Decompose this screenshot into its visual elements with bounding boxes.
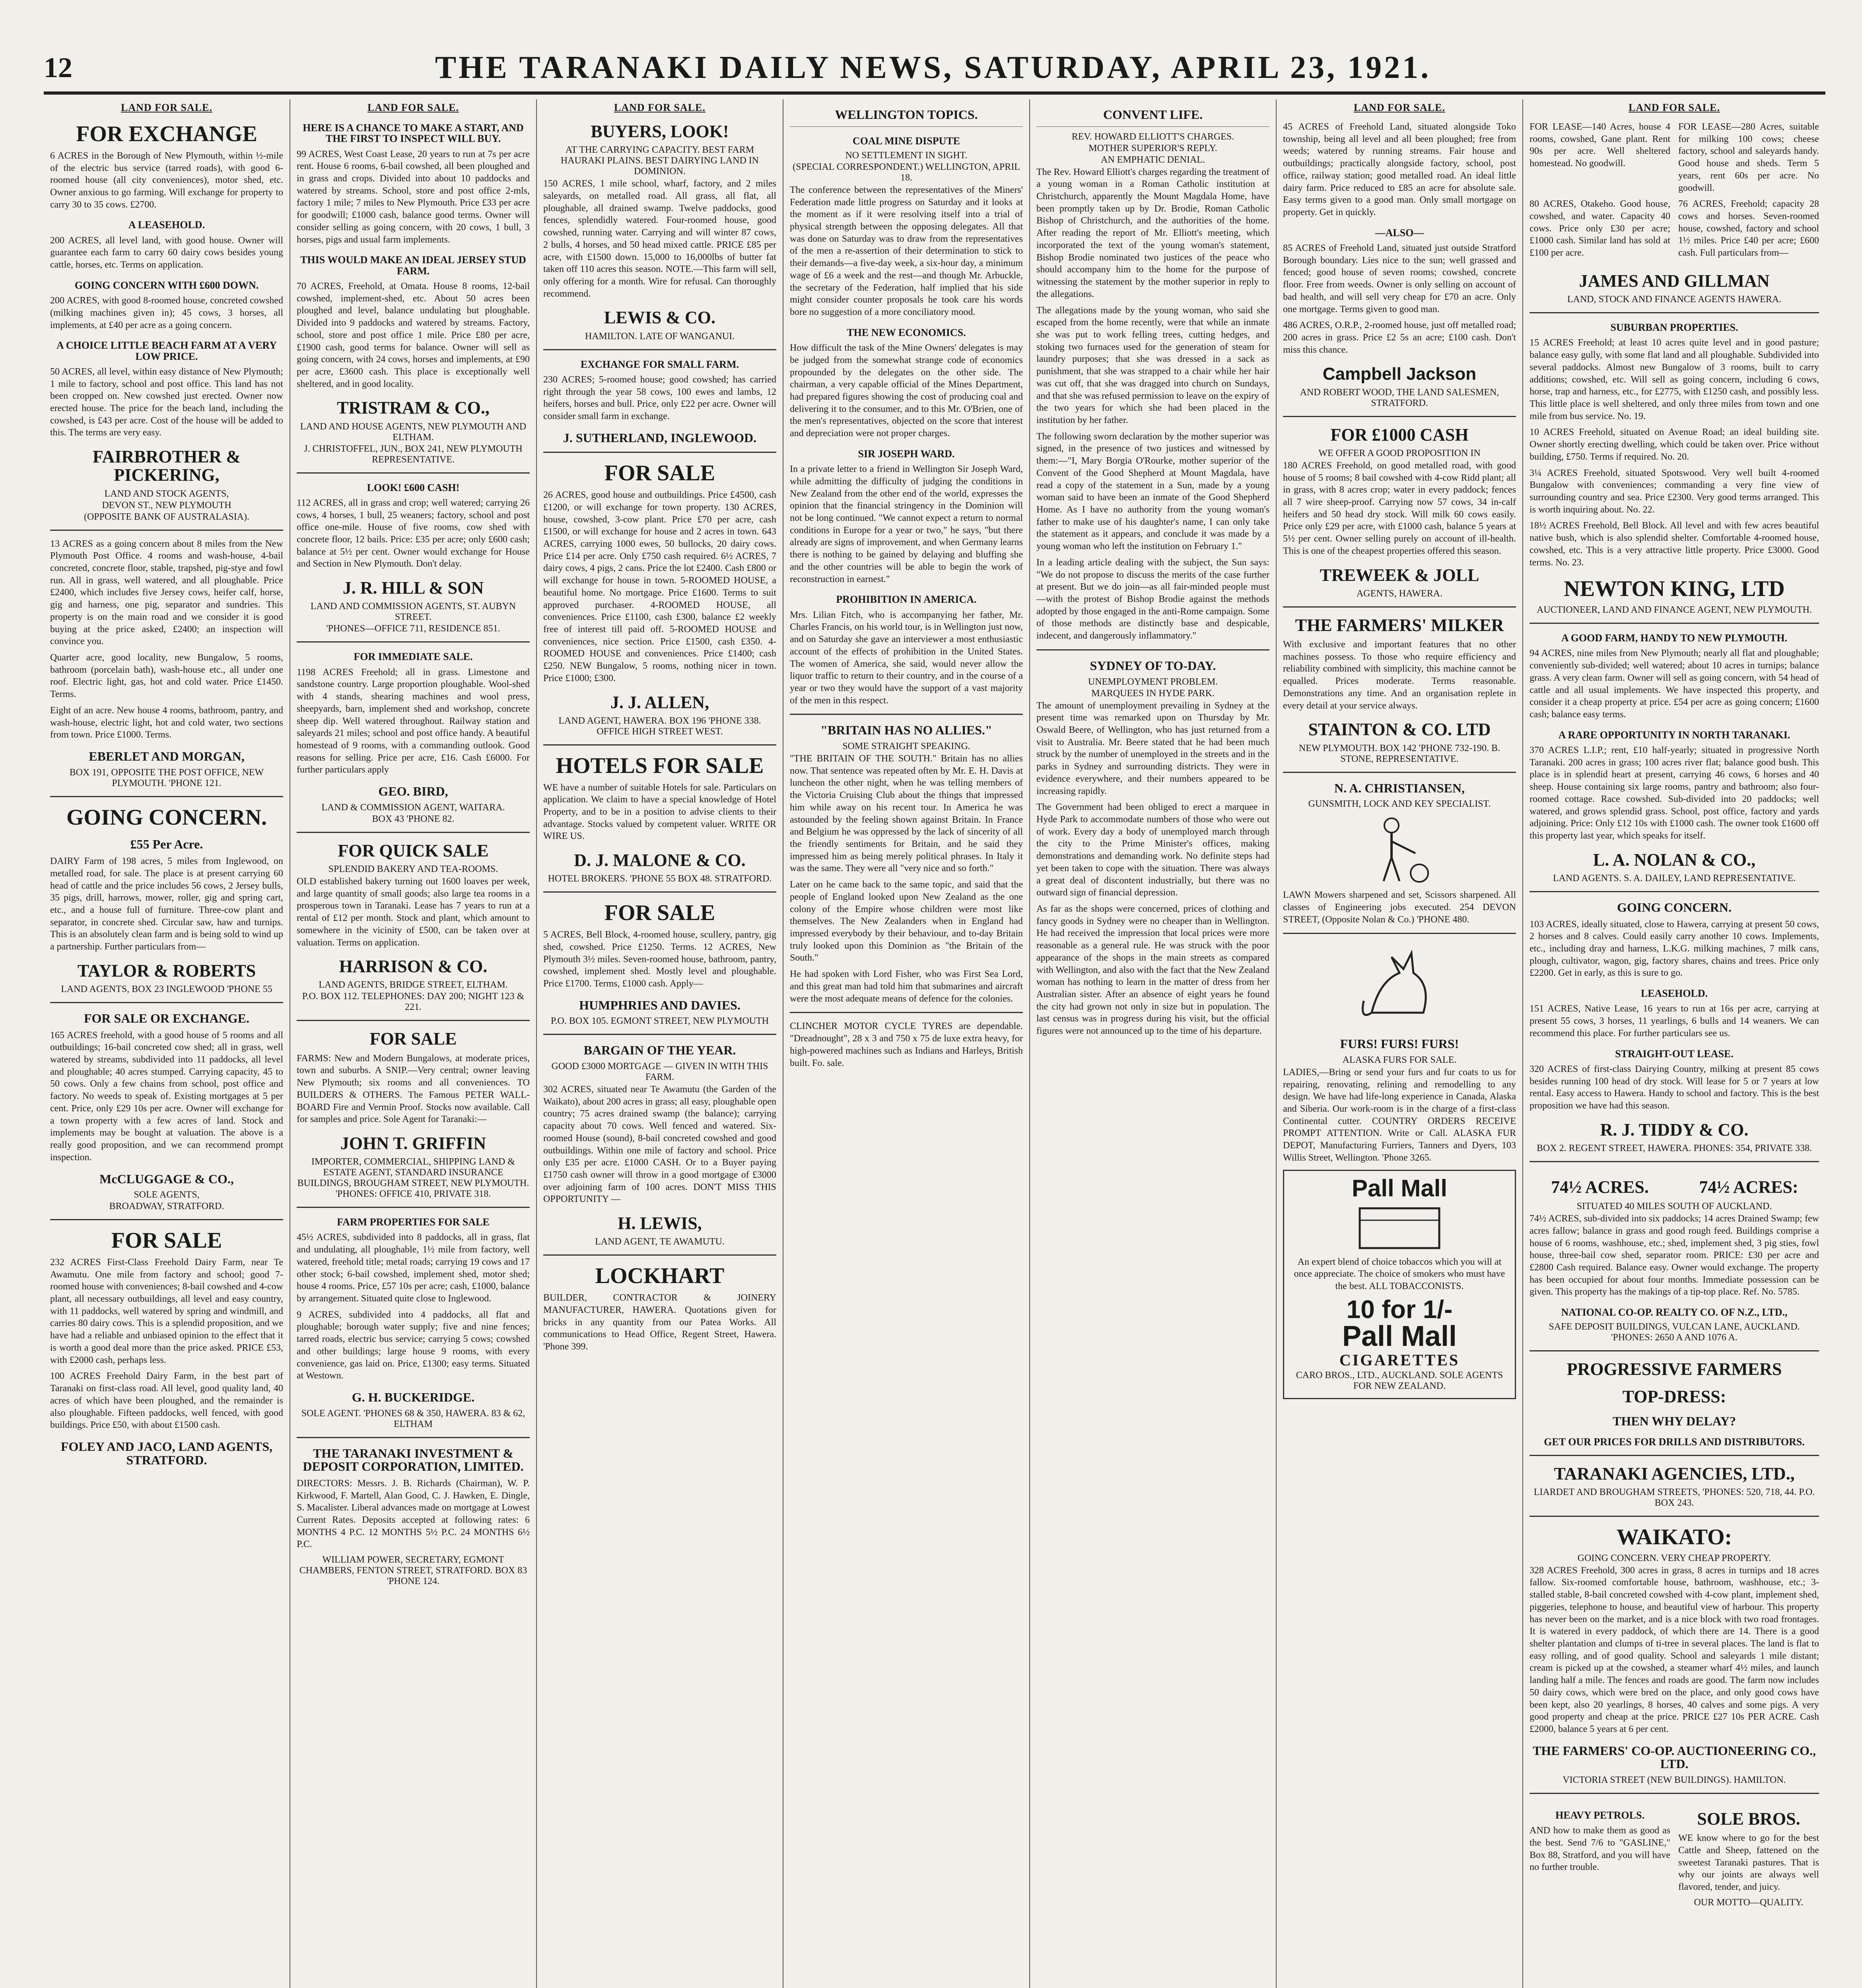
agent-detail: LAND & COMMISSION AGENT, WAITARA.	[321, 802, 505, 813]
agent-detail: NEW PLYMOUTH. BOX 142 'PHONE 732-190. B. STONE, REPRESENTATIVE.	[1298, 743, 1500, 764]
ad-text: FOR LEASE—280 Acres, suitable for milking 100 cows; cheese factory, school and saleyards handy. Good house and sheds. Term 5 years, rent 60s per acre. No goodwill.	[1678, 122, 1819, 193]
divider	[50, 796, 283, 797]
ad-text: Quarter acre, good locality, new Bungalow, 5 rooms, bathroom (porcelain bath), wash-house etc., all under one roof. Electric light, gas, hot and cold water. Price £1450. Terms.	[50, 652, 283, 700]
ad-text: 9 ACRES, subdivided into 4 paddocks, all flat and ploughable; borough water supply; five and nine fences; tarred roads, electric bus service; carrying 5 cows; cowshed and other buildings; large house 9 rooms, with every convenience, gas laid on. Price, £1300; easy terms. Situated at Westown.	[297, 1309, 530, 1381]
ad-text: DAIRY Farm of 198 acres, 5 miles from Inglewood, on metalled road, for sale. The place is at present carrying 60 head of cattle and the price includes 56 cows, 2 Jersey bulls, 35 pigs, drill, harrows, mower, roller, gig and spring cart, etc., and a house full of furniture. Three-cow plant and separator, in concrete shed. Circular saw, haw and turnips. This is an absolutely clean farm and is being sold to wind up a partnership. Further particulars from—	[50, 856, 283, 952]
ad-subheading: £55 Per Acre.	[130, 837, 203, 852]
cigarette-pack-icon	[1352, 1204, 1447, 1252]
agent-detail: BROADWAY, STRATFORD.	[109, 1201, 224, 1212]
ad-heading: TOP-DRESS:	[1622, 1386, 1726, 1406]
article-subheading: THE NEW ECONOMICS.	[847, 326, 966, 338]
ad-text: 150 ACRES, 1 mile school, wharf, factory, and 2 miles saleyards, on metalled road. All grass, all flat, all ploughable, all drained swamp. Twelve paddocks, good fences, splendidly watered. Four-roomed house, good cowshed, running water. Carrying and will winter 87 cows, 2 bulls, 4 horses, and 50 head mixed cattle. PRICE £85 per acre, with £1500 down. 15,000 to 16,000lbs of butter fat taken off 110 acres this season. NOTE.—This farm will sell, only offering for a month. Wire for refusal. Can thoroughly recommend.	[543, 179, 776, 299]
two-up	[1530, 198, 1819, 263]
two-up	[1530, 121, 1819, 198]
ad-heading: WAIKATO:	[1616, 1524, 1732, 1549]
ad-text: 103 ACRES, ideally situated, close to Hawera, carrying at present 50 cows, 2 horses and 8 calves. Could easily carry another 10 cows. Implements, etc., including dray and harness, L.K.G. milking machines, 7 milk cans, plough, cultivator, wagon, gig, factory shares, chains and trees. Price only £2200. Get in early, as this is sure to go.	[1530, 919, 1819, 978]
agent-name: TARANAKI AGENCIES, LTD.,	[1554, 1464, 1795, 1483]
divider	[1530, 312, 1819, 313]
ad-text: 45 ACRES of Freehold Land, situated alongside Toko township, being all level and all been ploughed; free from weeds; watered by running streams. Fair house and outbuildings; practically alongside factory, school, post office, railway station; good metalled road. An ideal little dairy farm. Price reduced to £85 an acre for absolute sale. Easy terms given to a good man. Only small mortgage on property. Get in quickly.	[1283, 122, 1516, 218]
agent-name: J. R. HILL & SON	[342, 578, 484, 598]
divider	[543, 891, 776, 893]
ad-text: 230 ACRES; 5-roomed house; good cowshed; has carried right through the year 58 cows, 100 ewes and lambs, 12 heifers, horses and bull. Price, only £22 per acre. Owner will consider small farm in exchange.	[543, 374, 776, 422]
article-subheading: AN EMPHATIC DENIAL.	[1101, 154, 1205, 165]
agent-detail: P.O. BOX 105. EGMONT STREET, NEW PLYMOUTH	[550, 1016, 769, 1027]
ad-text: AND how to make them as good as the best. Send 7/6 to "GASLINE," Box 88, Stratford, and you will have no further trouble.	[1530, 1825, 1670, 1873]
agent-detail: AUCTIONEER, LAND AND FINANCE AGENT, NEW PLYMOUTH.	[1536, 605, 1812, 615]
ad-text: 13 ACRES as a going concern about 8 miles from the New Plymouth Post Office. 4 rooms and wash-house, 4-bail concreted, concrete floor, stable, trapshed, pig-stye and fowl run. All in grass, well watered, and all ploughable. Price £2400, which includes five Jersey cows, heifer calf, horse, gig and harness, one pig, separator and sundries. This property is on the main road and we consider it is good buying at the price asked, £2400; an inspection will convince you.	[50, 538, 283, 647]
ad-subheading: GOING CONCERN WITH £600 DOWN.	[74, 279, 259, 291]
ad-text: 70 ACRES, Freehold, at Omata. House 8 rooms, 12-bail cowshed, implement-shed, etc. About 50 acres been ploughed and level, balance undulating but ploughable. Divided into 9 paddocks and watered by streams. Factory, school, store and post office 1 mile. Price £80 per acre, £1900 cash, good terms for balance. Owner will sell as going concern, with 24 cows, horses and implements, at £90 per acre, £3600 cash. This place is exceptionally well sheltered, and in good locality.	[297, 281, 530, 389]
ad-heading: FOR QUICK SALE	[338, 841, 489, 860]
ad-subheading: ALASKA FURS FOR SALE.	[1342, 1054, 1457, 1065]
column-3	[537, 99, 783, 1988]
ad-heading: THE FARMERS' MILKER	[1295, 615, 1504, 635]
agent-detail: LAND AGENTS. S. A. DAILEY, LAND REPRESENTATIVE.	[1553, 873, 1796, 883]
ad-subheading: THEN WHY DELAY?	[1613, 1413, 1736, 1428]
agent-name: R. J. TIDDY & CO.	[1600, 1120, 1749, 1140]
ad-text: DIRECTORS: Messrs. J. B. Richards (Chairman), W. P. Kirkwood, F. Martell, Alan Good, C. J. Hawken, E. Dingle, S. Macalister. Liberal advances made on mortgage at Lowest Current Rates. Deposits accepted at following rates: 6 MONTHS 4 P.C. 12 MONTHS 5½ P.C. 24 MONTHS 6½ P.C.	[297, 1478, 530, 1550]
ad-heading: EXCHANGE FOR SMALL FARM.	[580, 358, 739, 370]
brand-name: Pall Mall	[1351, 1175, 1448, 1202]
ad-text: 100 ACRES Freehold Dairy Farm, in the best part of Taranaki on first-class road. All level, good quality land, 40 acres of which have been ploughed, and the remainder is also ploughable. Fifteen paddocks, well fenced, with good buildings. Price £50, with about £1500 cash.	[50, 1371, 283, 1431]
agent-detail: GUNSMITH, LOCK AND KEY SPECIALIST.	[1308, 799, 1491, 810]
ad-text: 85 ACRES of Freehold Land, situated just outside Stratford Borough boundary. Lies nice to the sun; well grassed and fenced; good house of seven rooms; cowshed, concrete floor. Free from weeds. Owner is only selling on account of bad health, and will sell very cheap for £70 an acre. Only one mortgage. Terms given to good man.	[1283, 243, 1516, 315]
agent-name: TAYLOR & ROBERTS	[77, 961, 256, 980]
article-text: The conference between the representatives of the Miners' Federation made little progress on Saturday and it looks at the moment as if it were resolving itself into a trial of physical strength between the opposing delegates. All that was done on Saturday was to draw from the representatives of the men a re-assertion of their determination to stick to their demands—a five-day week, a six-hour day, a minimum wage of £6 a week and the rest—and though Mr. Arbuckle, the secretary of the Federation, half implied that his side might consider counter proposals he took care his words bore no suggestion of a more conciliatory mood.	[790, 184, 1023, 318]
column-4	[783, 99, 1030, 1988]
article-subheading: COAL MINE DISPUTE	[852, 135, 960, 147]
ad-heading: FOR SALE	[604, 901, 715, 926]
agent-name: G. H. BUCKERIDGE.	[352, 1390, 475, 1405]
divider	[1530, 891, 1819, 892]
divider	[297, 1437, 530, 1438]
column-6	[1277, 99, 1523, 1988]
agent-detail: 'PHONES—OFFICE 711, RESIDENCE 851.	[326, 623, 500, 634]
ad-heading: GOING CONCERN.	[1617, 900, 1732, 914]
article-subheading: NO SETTLEMENT IN SIGHT.	[845, 150, 968, 161]
divider	[1283, 772, 1516, 773]
agent-name: JAMES AND GILLMAN	[1579, 271, 1770, 291]
agent-name: L. A. NOLAN & CO.,	[1593, 850, 1756, 870]
ad-subheading: SITUATED 40 MILES SOUTH OF AUCKLAND.	[1576, 1201, 1772, 1212]
ad-text: 3¼ ACRES Freehold, situated Spotswood. Very well built 4-roomed Bungalow with conveniences; commanding a very fine view of surrounding country and sea. Price £2300. Very good terms arranged. This is worth inquiring about. No. 22.	[1530, 468, 1819, 515]
ad-subheading: GET OUR PRICES FOR DRILLS AND DISTRIBUTORS.	[1544, 1436, 1805, 1448]
ad-heading: FOR SALE	[369, 1029, 457, 1049]
article-text: How difficult the task of the Mine Owners' delegates is may be judged from the somewhat strange code of economics propounded by the delegates on the other side. The chairman, a very capable official of the Mines Department, had prepared figures showing the cost of producing coal and delivering it to the consumer, and to this Mr. O'Brien, one of the men's representatives, objected on the score that interest and depreciation were not proper charges.	[790, 343, 1023, 439]
agent-detail: LAND AGENT, HAWERA. BOX 196 'PHONE 338. OFFICE HIGH STREET WEST.	[558, 715, 761, 737]
ad-subheading: —ALSO—	[1375, 227, 1424, 239]
ad-heading: GOING CONCERN.	[66, 805, 267, 830]
divider	[1530, 623, 1819, 624]
agent-detail: LAND AGENT, TE AWAMUTU.	[595, 1237, 725, 1247]
agent-name: LEWIS & CO.	[604, 308, 715, 328]
article-text: The amount of unemployment prevailing in Sydney at the present time was remarked upon on Thursday by Mr. Oswald Beere, of Wellington, who has just returned from a visit to Australia. Mr. Beere stated that he had been much struck by the number of unemployed in the streets and in the parks in Sydney and surrounding districts. They were in evidence everywhere, and their numbers appeared to be increasing rapidly.	[1036, 700, 1269, 796]
ad-heading: 74½ ACRES.	[1551, 1177, 1649, 1197]
agent-detail: (OPPOSITE BANK OF AUSTRALASIA).	[84, 511, 250, 522]
ad-text: 112 ACRES, all in grass and crop; well watered; carrying 26 cows, 4 horses, 1 bull, 25 weaners; factory, school and post office one-mile. House of five rooms, cow shed with concrete floor, 12 bails. Price: £35 per acre; only £600 cash; balance at 5½ per cent. Owner would exchange for House and Section in New Plymouth. Don't delay.	[297, 497, 530, 569]
divider	[790, 126, 1023, 127]
agent-detail: P.O. BOX 112. TELEPHONES: DAY 200; NIGHT 123 & 221.	[302, 991, 525, 1013]
divider	[1530, 1793, 1819, 1794]
ad-subheading: GOOD £3000 MORTGAGE — GIVEN IN WITH THIS FARM.	[551, 1061, 768, 1082]
columns	[44, 99, 1825, 1988]
butcher-advert	[1678, 1801, 1819, 1909]
ad-heading: HEAVY PETROLS.	[1555, 1809, 1644, 1821]
ad-text: WE have a number of suitable Hotels for sale. Particulars on application. We claim to have a special knowledge of Hotel Property, and to be in a position to advise clients to their advantage. Stocks valued by competent valuer. WRITE OR WIRE US.	[543, 782, 776, 842]
agent-name: McCLUGGAGE & CO.,	[99, 1171, 234, 1186]
ad-text: 94 ACRES, nine miles from New Plymouth; nearly all flat and ploughable; conveniently sub-divided; well watered; about 10 acres in turnips; balance grass. A very clean farm. Owner will sell as going concern, with 54 head of cattle and all usual implements. We have inspected this property, and consider it a cheap property at price. £54 per acre as going concern; £1600 cash; balance easy terms.	[1530, 648, 1819, 720]
ad-heading: SUBURBAN PROPERTIES.	[1610, 322, 1738, 334]
agent-detail: LAND AGENTS, BOX 23 INGLEWOOD 'PHONE 55	[61, 984, 272, 994]
lawn-mower-man-icon	[1368, 813, 1431, 885]
article-subheading: PROHIBITION IN AMERICA.	[836, 594, 977, 606]
agent-detail: IMPORTER, COMMERCIAL, SHIPPING LAND & ESTATE AGENT, STANDARD INSURANCE BUILDINGS, BROUGHAM STREET, NEW PLYMOUTH. 'PHONES: OFFICE 410, PRIVATE 318.	[297, 1157, 529, 1200]
agent-name: GEO. BIRD,	[378, 784, 448, 799]
agent-detail: WILLIAM POWER, SECRETARY, EGMONT CHAMBERS, FENTON STREET, STRATFORD. BOX 83 'PHONE 124.	[299, 1555, 527, 1587]
ad-subheading: A CHOICE LITTLE BEACH FARM AT A VERY LOW PRICE.	[56, 340, 277, 362]
ad-subheading: A LEASEHOLD.	[128, 219, 205, 231]
page-number: 12	[44, 51, 72, 83]
ad-heading: FOR £1000 CASH	[1330, 425, 1469, 445]
ad-text: 26 ACRES, good house and outbuildings. Price £4500, cash £1200, or will exchange for town property. 130 ACRES, house, cowshed, 3-cow plant. Price £70 per acre, cash £1500, or will exchange for house and 2 acres in town. 643 ACRES, carrying 1000 ewes, 50 bullocks, 20 dairy cows. Price £14 per acre. Only £750 cash required. 6½ ACRES, 7 dairy cows, 4 pigs, 2 cans. Price the lot £2400. Cash £800 or will exchange for house in town. 5-ROOMED HOUSE, a beautiful home. No mortgage. Price £1600. Terms to suit approved purchaser. 4-ROOMED HOUSE, all conveniences. Price £1100, cash £300, balance £2 weekly free of interest till paid off. 5-ROOMED HOUSE and conveniences, nice section. Price £1500, cash £350. 4-ROOMED HOUSE and conveniences. Price £1400; cash £250. NEW Bungalow, 5 rooms, nothing nicer in town. Price £1000; £300.	[543, 490, 776, 683]
agent-name: JOHN T. GRIFFIN	[340, 1133, 486, 1153]
ad-text: 232 ACRES First-Class Freehold Dairy Farm, near Te Awamutu. One mile from factory and school; good 7-roomed house with conveniences; 8-bail cowshed and 4-cow plant, all necessary outbuildings, all level and easy country, with 11 paddocks, well watered by spring and windmill, and carries 80 dairy cows. This is a splendid proposition, and we have had a reliable and unbiased opinion to the effect that it is worth a good deal more than the price asked. PRICE £53, with £2000 cash, perhaps less.	[50, 1257, 283, 1365]
agent-detail: LAND AND STOCK AGENTS,	[104, 488, 229, 499]
ad-subheading: GOING CONCERN. VERY CHEAP PROPERTY.	[1577, 1553, 1771, 1563]
article-subheading: MARQUEES IN HYDE PARK.	[1091, 688, 1215, 699]
article-text: The Government had been obliged to erect a marquee in Hyde Park to accommodate numbers of those who were out of work. Every day a body of unemployed march through the city to the Prime Minister's offices, making demonstrations and demanding work. No definite steps had yet been taken to cope with the situation. There was always a great deal of discontent industrially, but there was no outward sign of financial depression.	[1036, 802, 1269, 898]
divider	[1283, 416, 1516, 417]
divider	[297, 641, 530, 643]
column-header: LAND FOR SALE.	[1629, 102, 1720, 113]
brand-name: Pall Mall	[1342, 1320, 1457, 1352]
agent-detail: J. CHRISTOFFEL, JUN., BOX 241, NEW PLYMOUTH REPRESENTATIVE.	[304, 443, 523, 465]
ad-text: 5 ACRES, Bell Block, 4-roomed house, scullery, pantry, gig shed, cowshed. Price £1250. Terms. 12 ACRES, New Plymouth 3½ miles. Seven-roomed house, bathroom, pantry, cowshed, implement shed. Mostly level and ploughable. Price £1700. Terms, £1000 cash. Apply—	[543, 930, 776, 989]
ad-heading: HERE IS A CHANCE TO MAKE A START, AND THE FIRST TO INSPECT WILL BUY.	[303, 122, 524, 145]
agent-detail: SAFE DEPOSIT BUILDINGS, VULCAN LANE, AUCKLAND. 'PHONES: 2650 A AND 1076 A.	[1549, 1322, 1800, 1343]
column-5	[1030, 99, 1277, 1988]
ad-subheading: LEASEHOLD.	[1640, 988, 1708, 1000]
divider	[1530, 1161, 1819, 1162]
ad-text: CLINCHER MOTOR CYCLE TYRES are dependable. "Dreadnought", 28 x 3 and 750 x 75 de luxe extra heavy, for high-powered machines such as Indians and Harleys, British built. Fo. sale.	[790, 1021, 1023, 1068]
article-heading: CONVENT LIFE.	[1103, 107, 1203, 122]
agent-detail: LAND AND HOUSE AGENTS, NEW PLYMOUTH AND ELTHAM.	[300, 421, 527, 443]
article-subheading: SIR JOSEPH WARD.	[858, 448, 955, 460]
column-1	[44, 99, 290, 1988]
column-7	[1523, 99, 1825, 1988]
agent-name: D. J. MALONE & CO.	[574, 850, 746, 870]
article-subheading: REV. HOWARD ELLIOTT'S CHARGES.	[1071, 131, 1234, 142]
article-subheading: UNEMPLOYMENT PROBLEM.	[1088, 676, 1218, 687]
agent-name: J. J. ALLEN,	[610, 692, 709, 712]
agent-detail: AND ROBERT WOOD, THE LAND SALESMEN, STRATFORD.	[1300, 387, 1499, 408]
ad-heading: PROGRESSIVE FARMERS	[1567, 1359, 1782, 1379]
agent-detail: LAND AND COMMISSION AGENTS, ST. AUBYN STREET.	[310, 601, 516, 623]
ad-text: 320 ACRES of first-class Dairying Country, milking at present 85 cows besides running 100 head of dry stock. Will lease for 5 or 7 years at low rental. Easy access to Hawera. Handy to school and factory. This is the best proposition we have had this season.	[1530, 1064, 1819, 1111]
agent-name: H. LEWIS,	[618, 1213, 702, 1233]
article-subheading: MOTHER SUPERIOR'S REPLY.	[1088, 143, 1217, 153]
ad-subheading: THIS WOULD MAKE AN IDEAL JERSEY STUD FARM.	[300, 254, 526, 277]
agent-name: J. SUTHERLAND, INGLEWOOD.	[563, 430, 757, 445]
ad-heading: FOR SALE OR EXCHANGE.	[84, 1011, 250, 1025]
ad-text: 165 ACRES freehold, with a good house of 5 rooms and all outbuildings; 16-bail concreted cow shed; all in grass, well watered by streams, subdivided into 11 paddocks, all level and ploughable; 40 acres stumped. Carrying capacity, 45 to 50 cows. Only a few chains from school, post office and factory. No weeds to speak of. Existing mortgages at 5 per cent. Price, only £29 10s per acre. Owner will exchange for a town property with a few acres of land. Stock and implements may be bought at valuation. The above is a really good proposition, and we can recommend prompt inspection.	[50, 1030, 283, 1163]
divider	[543, 1034, 776, 1035]
ad-heading: LOOK! £600 CASH!	[367, 481, 460, 493]
masthead	[44, 44, 1825, 95]
article-text: In a leading article dealing with the subject, the Sun says: "We do not propose to discuss the merits of the case further at present. But we do join—as all fair-minded people must—with the protest of Bishop Brodie against the methods adopted by those engaged in the anti-Rome campaign. Some of those methods are distinctly base and despicable, indecent, and dangerously inflammatory."	[1036, 557, 1269, 641]
column-header: LAND FOR SALE.	[121, 102, 212, 113]
agent-detail: LAND, STOCK AND FINANCE AGENTS HAWERA.	[1567, 294, 1782, 305]
ad-text: 1198 ACRES Freehold; all in grass. Limestone and sandstone country. Large proportion ploughable. Wool-shed with 4 stands, shearing machines and wool press, sheepyards, barn, implement shed and workshop, concrete sheep dip. Well watered throughout. Railway station and saleyards 21 miles; school and post office handy. A beautiful homestead of 9 rooms, with a commanding outlook. Good reasons for selling. Price per acre, £16. Cash £6000. For further particulars apply	[297, 667, 530, 775]
ad-subheading: OUR MOTTO—QUALITY.	[1694, 1897, 1804, 1908]
ad-text: 15 ACRES Freehold; at least 10 acres quite level and in good pasture; balance easy gully, with some flat land and all ploughable. Subdivided into several paddocks. Almost new Bungalow of 3 rooms, built to carry additions; cowshed, etc. Will sell as going concern, including 6 cows, horse, trap and harness, etc., for £2775, with £1250 cash, and possibly less. This little place is well sheltered, and only three miles from town and one mile from bus service. No. 19.	[1530, 338, 1819, 421]
article-heading: WELLINGTON TOPICS.	[835, 107, 978, 122]
agent-detail: DEVON ST., NEW PLYMOUTH	[102, 500, 231, 511]
ad-text: FOR LEASE—140 Acres, house 4 rooms, cowshed, Gane plant. Rent 90s per acre. Well sheltered homestead. No goodwill.	[1530, 122, 1670, 169]
ad-text: 80 ACRES, Otakeho. Good house, cowshed, and water. Capacity 40 cows. Price only £30 per acre; £1000 cash. Similar land has sold at £100 per acre.	[1530, 199, 1670, 258]
agent-detail: SOLE AGENT. 'PHONES 68 & 350, HAWERA. 83 & 62, ELTHAM	[301, 1408, 525, 1429]
ad-heading: LOCKHART	[595, 1264, 725, 1289]
article-text: In a private letter to a friend in Wellington Sir Joseph Ward, while admitting the difficulty of judging the conditions in New Zealand from the other end of the world, expresses the opinion that the financial stringency in the Dominion will not be long continued. "We cannot expect a return to normal conditions in Europe for a year or two," he says, "but there already are signs of improvement, and when Germany learns there is nothing to be gained by delaying and bluffing she and the other countries will be able to begin the work of reconstruction in earnest."	[790, 464, 1023, 584]
divider	[543, 1254, 776, 1256]
divider	[1530, 1516, 1819, 1517]
ad-text: An expert blend of choice tobaccos which you will at once appreciate. The choice of smokers who must have the best. ALL TOBACCONISTS.	[1294, 1256, 1505, 1292]
ad-text: 45½ ACRES, subdivided into 8 paddocks, all in grass, flat and undulating, all ploughable, 1½ mile from factory, well watered, freehold title; metal roads; carrying 19 cows and 17 other stock; 6-bail cowshed, implement shed, motor shed; house 4 rooms. Price, £57 10s per acre; cash, £1000, balance by arrangement. Situated quite close to Inglewood.	[297, 1232, 530, 1304]
agent-name: N. A. CHRISTIANSEN,	[1334, 780, 1465, 795]
ad-heading: FOR SALE	[111, 1228, 222, 1253]
divider	[790, 1012, 1023, 1013]
ad-text: 74½ ACRES, sub-divided into six paddocks; 14 acres Drained Swamp; few acres fallow; balance in grass and good rough feed. Buildings comprise a house of 6 rooms, washhouse, etc.; shed, implement shed, 3 pig sties, fowl house, three-bail cow shed, separator room. PRICE: £30 per acre and £2800 Cash required. Balance easy. Owner would exchange. The property has been occupied for about four months. Immediate possession can be given. This property has the makings of a tip-top place. Ref. No. 5785.	[1530, 1213, 1819, 1297]
divider	[543, 744, 776, 746]
article-text: "THE BRITAIN OF THE SOUTH." Britain has no allies now. That sentence was repeated often by Mr. E. H. Davis at luncheon the other night, when he was telling members of the Victoria Cruising Club about the things that impressed him while away on his recent tour. In America he was astounded by the feeling shown against Britain. In France and Belgium he was oppressed by the lack of sincerity of all the friendly sentiments for Britain, and he said they impressed him as being merely political phrases. In Italy it was the same. They were all "very nice and so forth."	[790, 753, 1023, 874]
agent-detail: CARO BROS., LTD., AUCKLAND. SOLE AGENTS FOR NEW ZEALAND.	[1296, 1370, 1503, 1391]
divider	[297, 832, 530, 833]
product-name: CIGARETTES	[1339, 1351, 1460, 1369]
ad-subheading: SPLENDID BAKERY AND TEA-ROOMS.	[328, 864, 498, 874]
divider	[297, 472, 530, 474]
price: 10 for 1/-	[1346, 1295, 1453, 1324]
agent-detail: VICTORIA STREET (NEW BUILDINGS). HAMILTON.	[1563, 1774, 1786, 1785]
ad-text: LADIES,—Bring or send your furs and fur coats to us for repairing, renovating, relining and remodelling to any design. We have had life-long experience in Canada, Alaska and Siberia. Our work-room is in the charge of a first-class Continental cutter. COUNTRY ORDERS RECEIVE PROMPT ATTENTION. Write or Call. ALASKA FUR DEPOT, Manufacturing Furriers, Tanners and Dyers, 103 Willis Street, Wellington. 'Phone 3265.	[1283, 1067, 1516, 1163]
two-up	[1530, 1801, 1819, 1909]
ad-subheading: AT THE CARRYING CAPACITY. BEST FARM HAURAKI PLAINS. BEST DAIRYING LAND IN DOMINION.	[560, 145, 759, 177]
agent-name: STAINTON & CO. LTD	[1308, 720, 1491, 740]
agent-detail: BOX 43 'PHONE 82.	[372, 813, 455, 824]
article-heading: SYDNEY OF TO-DAY.	[1090, 658, 1216, 673]
ad-text: BUILDER, CONTRACTOR & JOINERY MANUFACTURER, HAWERA. Quotations given for bricks in any quantity from our Patea Works. All communications to Head Office, Regent Street, Hawera. 'Phone 399.	[543, 1293, 776, 1352]
agent-name: EBERLET AND MORGAN,	[89, 749, 245, 764]
divider	[1530, 1350, 1819, 1351]
divider	[297, 1020, 530, 1021]
ad-text: 76 ACRES, Freehold; capacity 28 cows and horses. Seven-roomed house, cowshed, factory and school 1½ miles. Price £40 per acre; £600 cash. Full particulars from—	[1678, 199, 1819, 258]
ad-text: 200 ACRES, all level land, with good house. Owner will guarantee each farm to carry 60 dairy cows besides young cattle, horses, etc. Terms on application.	[50, 235, 283, 270]
article-dateline: (SPECIAL CORRESPONDENT.) WELLINGTON, APRIL 18.	[793, 161, 1020, 183]
divider	[50, 530, 283, 531]
ad-heading: SOLE BROS.	[1697, 1809, 1800, 1829]
ad-text: 151 ACRES, Native Lease, 16 years to run at 16s per acre, carrying at present 55 cows, 3 horses, 11 yearlings, 6 bulls and 14 weaners. We can recommend this place. For further particulars see us.	[1530, 1004, 1819, 1039]
ad-heading: BARGAIN OF THE YEAR.	[583, 1043, 736, 1058]
article-heading: "BRITAIN HAS NO ALLIES."	[820, 723, 992, 738]
agent-name: THE FARMERS' CO-OP. AUCTIONEERING CO., LTD.	[1532, 1743, 1816, 1771]
agent-detail: AGENTS, HAWERA.	[1356, 588, 1443, 599]
ad-heading: 74½ ACRES:	[1699, 1177, 1798, 1197]
divider	[297, 1207, 530, 1208]
ad-text: 99 ACRES, West Coast Lease, 20 years to run at 7s per acre rent. House 6 rooms, 6-bail cowshed, all been ploughed and in grass and crops. Divided into about 10 paddocks and watered by streams. School, store and post office 2-mls, factory 1 mile; 7 miles to New Plymouth. Price £33 per acre for goodwill; £1000 cash, balance good terms. Owner will consider selling as going concern, with 20 cows, 1 bull, 3 horses, pigs and usual farm implements.	[297, 149, 530, 245]
ad-heading: HOTELS FOR SALE	[556, 753, 764, 778]
agent-detail: BOX 191, OPPOSITE THE POST OFFICE, NEW PLYMOUTH. 'PHONE 121.	[69, 767, 264, 788]
petrol-advert	[1530, 1801, 1670, 1909]
ad-heading: BUYERS, LOOK!	[591, 122, 729, 141]
ad-heading: A GOOD FARM, HANDY TO NEW PLYMOUTH.	[1561, 632, 1788, 644]
divider	[1283, 606, 1516, 608]
ad-heading: A RARE OPPORTUNITY IN NORTH TARANAKI.	[1558, 729, 1790, 741]
agent-name: TREWEEK & JOLL	[1320, 565, 1479, 585]
ad-text: WE know where to go for the best Cattle and Sheep, fattened on the sweetest Taranaki pastures. That is why our joints are always well flavored, tender, and juicy.	[1678, 1833, 1819, 1893]
agent-name: NEWTON KING, LTD	[1564, 577, 1785, 602]
divider	[1036, 649, 1269, 650]
article-text: Mrs. Lilian Fitch, who is accompanying her father, Mr. Charles Francis, on his world tour, is in Wellington just now, and on Saturday she gave an interviewer a most enthusiastic account of the effects of prohibition in the United States. The women of America, she said, would never allow the liquor traffic to return to their country, and in the course of a year or two they would have the support of a vast majority of the men in this respect.	[790, 610, 1023, 706]
two-up	[1530, 1169, 1819, 1200]
ad-text: 18½ ACRES Freehold, Bell Block. All level and with few acres beautiful native bush, which is also splendid shelter. Comfortable 4-roomed house, cowshed, etc. This is a very attractive little property. Price £3000. Good terms. No. 23.	[1530, 520, 1819, 568]
ad-subheading: WE OFFER A GOOD PROPOSITION IN	[1318, 448, 1481, 458]
divider	[50, 1219, 283, 1220]
divider	[1036, 126, 1269, 127]
ad-text: 6 ACRES in the Borough of New Plymouth, within ½-mile of the electric bus service (tarred roads), with good 6-roomed house (all city conveniences), motor shed, etc. Owner anxious to go farming. Will exchange for property to carry 30 to 35 cows. £2700.	[50, 150, 283, 210]
agent-name: THE TARANAKI INVESTMENT & DEPOSIT CORPORATION, LIMITED.	[303, 1446, 524, 1474]
ad-heading: FURS! FURS! FURS!	[1340, 1037, 1459, 1051]
article-text: Later on he came back to the same topic, and said that the people of England looked upon New Zealand as the one colony of the Empire whose children were most like themselves. The New Zealanders when in England had impressed everybody by their behaviour, and to-day Britain truly looked upon this Dominion as "the Britain of the South."	[790, 879, 1023, 963]
ad-text: OLD established bakery turning out 1600 loaves per week, and large quantity of small goods; also large tea rooms in a prosperous town in Taranaki. Lease has 7 years to run at a rental of £12 per month. Stock and plant, which amount to somewhere in the vicinity of £500, can be taken over at valuation. Terms on application.	[297, 876, 530, 948]
ad-text: 10 ACRES Freehold, situated on Avenue Road; an ideal building site. Owner shortly erecting dwelling, which could be taken over. Price without building, £750. Terms if required. No. 20.	[1530, 427, 1819, 462]
agent-name: NATIONAL CO-OP. REALTY CO. OF N.Z., LTD.,	[1561, 1307, 1788, 1318]
agent-name: FOLEY AND JACO, LAND AGENTS, STRATFORD.	[60, 1439, 273, 1467]
agent-detail: HAMILTON. LATE OF WANGANUI.	[585, 331, 735, 342]
agent-detail: LIARDET AND BROUGHAM STREETS, 'PHONES: 520, 718, 44. P.O. BOX 243.	[1534, 1487, 1815, 1508]
ad-text: 328 ACRES Freehold, 300 acres in grass, 8 acres in turnips and 18 acres fallow. Six-roomed comfortable house, bathroom, washhouse, etc.; 3-stalled stable, 8-bail concreted cowshed with 4-cow plant, implement shed, piggeries, telephone to house, and beautiful view of harbour. This property has never been on the market, and is a nice block with two road frontages. It is watered in every paddock, of which there are 14. There is a good shelter plantation and clumps of ti-tree in several places. The land is flat to easy rolling, and of good quality. School and saleyards 1 mile distant; cream is picked up at the cowshed, a steamer wharf 4½ miles, and launch landing half a mile. The fences and roads are good. The farm now includes 50 dairy cows, which were bred on the place, and only good cows have been kept, also 20 yearlings, 8 horses, 40 calves and some pigs. A very good property and cheap at the price. PRICE £27 10s PER ACRE. Cash £2000, balance 5 years at 6 per cent.	[1530, 1565, 1819, 1735]
article-subheading: SOME STRAIGHT SPEAKING.	[842, 741, 970, 751]
agent-name: Campbell Jackson	[1322, 364, 1477, 384]
agent-detail: LAND AGENTS, BRIDGE STREET, ELTHAM.	[319, 980, 508, 990]
article-text: As far as the shops were concerned, prices of clothing and fancy goods in Sydney were no cheaper than in Wellington. He had received the impression that local prices were more reasonable as a general rule. He was struck with the poor appearance of the shops in the main streets as compared with Wellington, and also with the fact that the New Zealand woman has nothing to learn in the matter of dress from her Australian sister. After an absence of eight years he found the city had grown not only in size but in population. The last census was in progress during his visit, but the official figures were not announced up to the time of his departure.	[1036, 904, 1269, 1037]
agent-name: FAIRBROTHER & PICKERING,	[93, 447, 241, 485]
ad-subheading: STRAIGHT-OUT LEASE.	[1615, 1048, 1734, 1060]
ad-text: 302 ACRES, situated near Te Awamutu (the Garden of the Waikato), about 200 acres in grass; all easy, ploughable open country; 75 acres drained swamp (the balance); carrying capacity about 70 cows. Well fenced and watered. Six-roomed House (sound), 8-bail concreted cowshed and good outbuildings. Within one mile of factory and school. Price only £35 per acre. £1000 CASH. Or to a Buyer paying £1750 cash owner will throw in a good mortgage of £3000 over adjoining farm of 100 acres. DON'T MISS THIS OPPORTUNITY —	[543, 1084, 776, 1205]
divider	[543, 452, 776, 453]
ad-heading: FOR EXCHANGE	[76, 122, 257, 146]
agent-name: TRISTRAM & CO.,	[337, 398, 490, 418]
article-text: The allegations made by the young woman, who said she escaped from the home recently, were that while an inmate she was put to work felling trees, cutting hedges, and stoking two furnaces used for the generation of steam for laundry purposes; that she was dressed in a sack as punishment, that she was strapped to a chair while her hair was cut off, that she was dragged into church on Sundays, and that she was refused permission to leave on the expiry of the two years for which she had been placed in the institution by her father.	[1036, 305, 1269, 425]
ad-text: 180 ACRES Freehold, on good metalled road, with good house of 5 rooms; 8 bail cowshed with 4-cow Ridd plant; all in grass, with 8 acres crop; water in every paddock; fences all 7 wire sheep-proof. Carrying now 57 cows, 34 in-calf heifers and 50 head dry stock. Will milk 60 cows easily. Price only £29 per acre, with £1000 cash, balance 5 years at 5½ per cent. Owner selling purely on account of ill-health. This is one of the cheapest properties offered this season.	[1283, 460, 1516, 556]
ad-heading: FOR IMMEDIATE SALE.	[354, 651, 473, 663]
ad-text: FARMS: New and Modern Bungalows, at moderate prices, town and suburbs. A SNIP.—Very central; owner leaving New Plymouth; six rooms and all conveniences. TO BUILDERS & OTHERS. The Famous PETER WALL-BOARD Fire and Vermin Proof. Stocks now available. Call for samples and price. Sole Agent for Taranaki:—	[297, 1053, 530, 1125]
ad-text: LAWN Mowers sharpened and set, Scissors sharpened. All classes of Engineering jobs executed. 254 DEVON STREET, (Opposite Nolan & Co.) 'PHONE 480.	[1283, 890, 1516, 925]
pall-mall-advert	[1283, 1170, 1516, 1399]
ad-text: 486 ACRES, O.R.P., 2-roomed house, just off metalled road; 200 acres in grass. Price £2 5s an acre; £100 cash. Don't miss this chance.	[1283, 320, 1516, 355]
divider	[543, 349, 776, 350]
divider	[50, 1002, 283, 1003]
agent-detail: SOLE AGENTS,	[134, 1190, 200, 1200]
article-text: The following sworn declaration by the mother superior was signed, in the presence of two justices and witnessed by them:—"I, Mary Borgia O'Rourke, mother superior of the Convent of the Good Shepherd at Mount Magdala, have read a copy of the statement in a Sun, made by a young woman said to have been an inmate of the Good Shepherd Home. As I have no authority from the young woman's father to make use of his daughter's name, I can only take the statement as it appears, and conclude it was made by a young woman who left the institution on February 1."	[1036, 431, 1269, 552]
ad-text: With exclusive and important features that no other machines possess. To those who require efficiency and reliability combined with simplicity, this machine cannot be equalled. Prices moderate. Terms reasonable. Demonstrations any time. And an organisation replete in every detail at your service always.	[1283, 639, 1516, 711]
agent-name: HUMPHRIES AND DAVIES.	[579, 998, 741, 1012]
ad-text: 50 ACRES, all level, within easy distance of New Plymouth; 1 mile to factory, school and post office. This land has not been cropped on. New cowshed just erected. Owner now erected house. The price for the beach land, including the cowshed, is £43 per acre. Cost of the house will be added to this. The terms are very easy.	[50, 366, 283, 438]
ad-heading: FOR SALE	[604, 461, 715, 486]
fox-icon	[1356, 941, 1443, 1029]
agent-detail: HOTEL BROKERS. 'PHONE 55 BOX 48. STRATFORD.	[548, 874, 772, 884]
masthead-title: THE TARANAKI DAILY NEWS, SATURDAY, APRIL 23, 1921.	[435, 50, 1431, 85]
column-header: LAND FOR SALE.	[1354, 102, 1445, 113]
divider	[1283, 933, 1516, 934]
column-2	[290, 99, 537, 1988]
ad-text: Eight of an acre. New house 4 rooms, bathroom, pantry, and wash-house, electric light, hot and cold water, two sections from town. Price £1000. Terms.	[50, 705, 283, 740]
ad-heading: FARM PROPERTIES FOR SALE	[337, 1216, 490, 1228]
agent-name: HARRISON & CO.	[339, 957, 488, 977]
agent-detail: BOX 2. REGENT STREET, HAWERA. PHONES: 354, PRIVATE 338.	[1536, 1143, 1812, 1153]
column-header: LAND FOR SALE.	[367, 102, 459, 113]
article-text: The Rev. Howard Elliott's charges regarding the treatment of a young woman in a Roman Catholic institution at Christchurch, apparently the Mount Magdala Home, have been promptly taken up by Dr. Brodie, Roman Catholic Bishop of Christchurch, and the authorities of the home. After reading the report of Mr. Elliott's meeting, which incorporated the text of the young woman's statement, Bishop Brodie nominated two justices of the peace who should accompany him to the home for the purpose of witnessing the statement by the mother superior in reply to the allegations.	[1036, 167, 1269, 299]
divider	[1530, 1455, 1819, 1456]
divider	[790, 714, 1023, 715]
ad-text: 200 ACRES, with good 8-roomed house, concreted cowshed (milking machines given in); 45 cows, 3 horses, all implements, at £40 per acre as a going concern.	[50, 295, 283, 330]
column-header: LAND FOR SALE.	[614, 102, 706, 113]
article-text: He had spoken with Lord Fisher, who was First Sea Lord, and this great man had told him that submarines and aircraft were the most adequate means of defence for the colonies.	[790, 969, 1023, 1004]
ad-text: 370 ACRES L.I.P.; rent, £10 half-yearly; situated in progressive North Taranaki. 200 acres in grass; 100 acres river flat; balance good bush. This place is in splendid heart at present, carrying 46 cows, 6 horses and 40 sheep. House containing six large rooms, pantry and bathroom; also four-roomed cottage. Race cowshed. Sub-divided into 20 paddocks; well watered, and grows splendid grass. School, post office, factory and yards adjoining. Price: Only £12 10s with £1000 cash. The owner took £1600 off this property last year, which speaks for itself.	[1530, 745, 1819, 841]
